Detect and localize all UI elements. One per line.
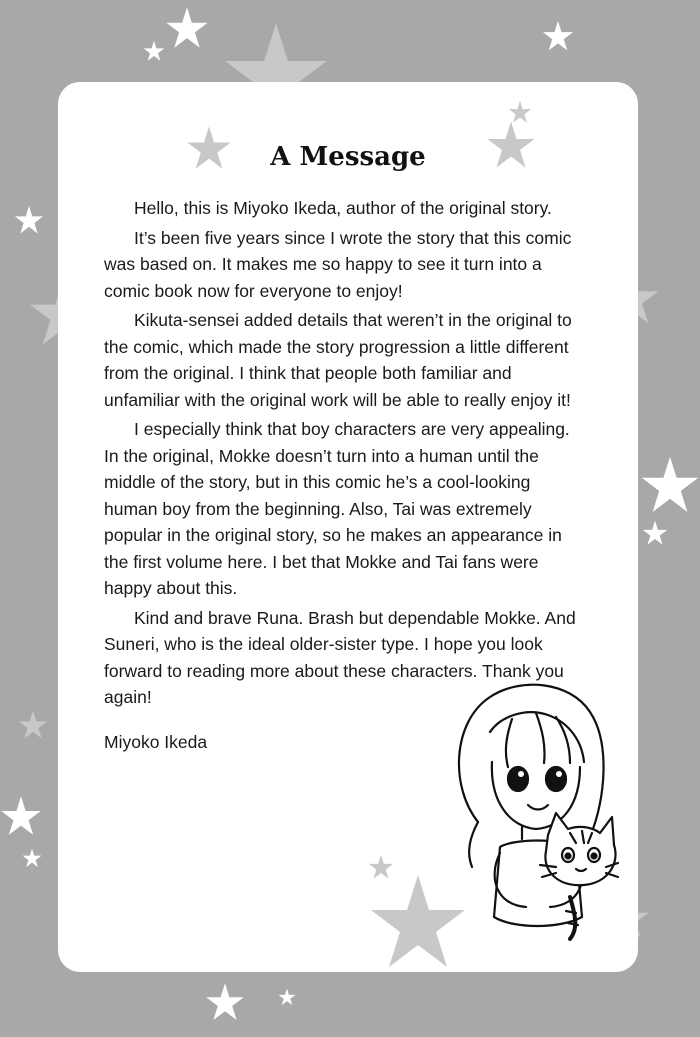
star-icon — [0, 795, 42, 837]
star-icon — [278, 988, 296, 1006]
star-icon — [542, 20, 574, 52]
message-paragraph: It’s been five years since I wrote the story that this comic was based on. It makes me so happy to see it turn into a comic book now for everyone to enjoy! — [104, 227, 572, 301]
message-paragraph: Kikuta-sensei added details that weren’t in the original to the comic, which made the story progression a little different from the original. I think that people both familiar and unfamiliar with the original work will be able to really enjoy it! — [104, 310, 572, 410]
message-paragraph: Hello, this is Miyoko Ikeda, author of the original story. — [134, 198, 552, 218]
star-icon — [18, 710, 48, 740]
star-icon — [640, 455, 700, 515]
star-icon — [14, 205, 44, 235]
message-paragraph: Kind and brave Runa. Brash but dependable Mokke. And Suneri, who is the ideal older-sister type. I hope you look forward to reading more about these characters. Thank you again! — [104, 607, 576, 707]
message-panel — [58, 82, 638, 972]
star-icon — [165, 6, 209, 50]
message-body — [104, 195, 584, 714]
star-icon — [22, 848, 42, 868]
message-paragraph: I especially think that boy characters are very appealing. In the original, Mokke doesn’t turn into a human until the middle of the story, but in this comic he’s a cool-looking human boy from the beginning. Also, Tai was extremely popular in the original story, so he makes an appearance in the first volume here. I bet that Mokke and Tai fans were happy about this. — [104, 419, 570, 598]
star-icon — [143, 40, 165, 62]
star-icon — [642, 520, 668, 546]
girl-holding-cat-illustration — [430, 667, 620, 951]
page-title: A Message — [270, 142, 426, 172]
author-signature: Miyoko Ikeda — [104, 732, 208, 752]
star-icon — [205, 982, 245, 1022]
